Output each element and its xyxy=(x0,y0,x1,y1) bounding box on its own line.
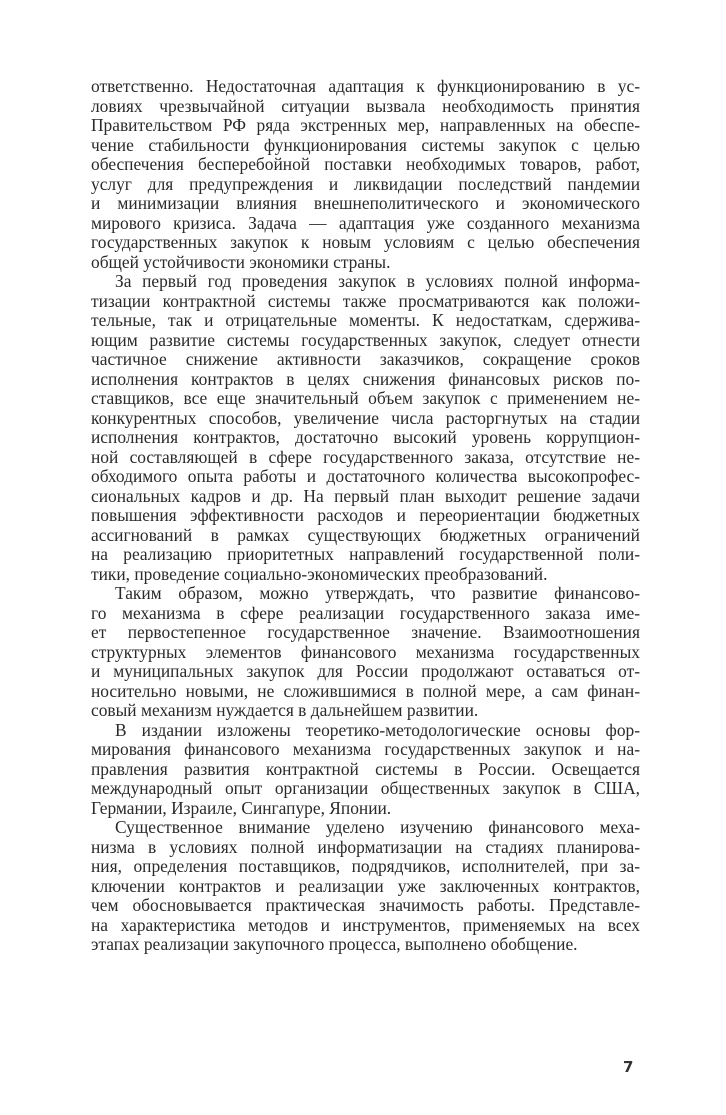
text-line: услуг для предупреждения и ликвидации последствий пандемии xyxy=(91,173,640,194)
page-number: 7 xyxy=(623,1058,634,1076)
text-line: этапах реализации закупочного процесса, выполнено обобщение. xyxy=(91,934,578,954)
text-line: ассигнований в рамках существующих бюджетных ограничений xyxy=(91,524,640,545)
text-line: тики, проведение социально-экономических преобразований. xyxy=(91,563,548,584)
text-line: ставщиков, все еще значительный объем закупок с применением не- xyxy=(91,388,640,408)
text-line: правления развития контрактной системы в России. Освещается xyxy=(91,758,640,779)
paragraph xyxy=(91,272,640,584)
paragraph xyxy=(91,721,640,819)
text-line: ющим развитие системы государственных закупок, следует отнести xyxy=(91,329,640,350)
text-line: конкурентных способов, увеличение числа расторгнутых на стадии xyxy=(91,407,640,428)
text-line: За первый год проведения закупок в условиях полной информа- xyxy=(115,271,640,291)
text-line: частичное снижение активности заказчиков, сокращение сроков xyxy=(91,349,640,369)
text-line: и минимизации влияния внешнеполитического и экономического xyxy=(91,193,640,213)
text-line: носительно новыми, не сложившимися в полной мере, а сам финан- xyxy=(91,680,640,701)
text-line: низма в условиях полной информатизации на стадиях планирова- xyxy=(91,836,640,857)
text-line: Существенное внимание уделено изучению финансового меха- xyxy=(115,817,640,837)
text-line: совый механизм нуждается в дальнейшем развитии. xyxy=(91,700,479,720)
text-line: обеспечения бесперебойной поставки необходимых товаров, работ, xyxy=(91,154,640,174)
text-line: го механизма в сфере реализации государственного заказа име- xyxy=(91,602,640,623)
text-line: на реализацию приоритетных направлений государственной поли- xyxy=(91,544,640,564)
text-line: ет первостепенное государственное значение. Взаимоотношения xyxy=(91,622,640,642)
text-line: государственных закупок к новым условиям с целью обеспечения xyxy=(91,232,640,252)
text-line: Таким образом, можно утверждать, что развитие финансово- xyxy=(115,583,640,603)
paragraph xyxy=(91,584,640,721)
text-line: Германии, Израиле, Сингапуре, Японии. xyxy=(91,797,392,818)
text-line: В издании изложены теоретико-методологические основы фор- xyxy=(115,719,640,740)
text-line: мирового кризиса. Задача — адаптация уже созданного механизма xyxy=(91,212,640,233)
paragraph xyxy=(91,77,640,272)
text-line: исполнения контрактов в целях снижения финансовых рисков по- xyxy=(91,368,640,389)
text-line: ключении контрактов и реализации уже заключенных контрактов, xyxy=(91,875,640,896)
text-line: чение стабильности функционирования системы закупок с целью xyxy=(91,134,640,155)
text-line: международный опыт организации общественных закупок в США, xyxy=(91,778,640,798)
text-line: ной составляющей в сфере государственного заказа, отсутствие не- xyxy=(91,446,640,467)
text-line: ответственно. Недостаточная адаптация к функционированию в ус- xyxy=(91,76,640,96)
body-text xyxy=(91,77,640,955)
text-line: тизации контрактной системы также просматриваются как положи- xyxy=(91,290,640,311)
paragraph xyxy=(91,818,640,955)
text-line: сиональных кадров и др. На первый план выходит решение задачи xyxy=(91,485,640,506)
text-line: чем обосновывается практическая значимость работы. Представле- xyxy=(91,895,640,915)
text-line: и муниципальных закупок для России продолжают оставаться от- xyxy=(91,661,640,681)
text-line: структурных элементов финансового механизма государственных xyxy=(91,641,640,662)
text-line: ния, определения поставщиков, подрядчиков, исполнителей, при за- xyxy=(91,856,640,876)
text-line: тельные, так и отрицательные моменты. К недостаткам, сдержива- xyxy=(91,310,640,330)
text-line: ловиях чрезвычайной ситуации вызвала необходимость принятия xyxy=(91,95,640,116)
text-line: повышения эффективности расходов и переориентации бюджетных xyxy=(91,505,640,525)
text-line: мирования финансового механизма государственных закупок и на- xyxy=(91,739,640,759)
text-line: исполнения контрактов, достаточно высокий уровень коррупцион- xyxy=(91,427,640,447)
text-line: общей устойчивости экономики страны. xyxy=(91,251,391,272)
text-line: Правительством РФ ряда экстренных мер, направленных на обеспе- xyxy=(91,115,640,135)
text-line: обходимого опыта работы и достаточного количества высокопрофес- xyxy=(91,466,640,486)
text-line: на характеристика методов и инструментов, применяемых на всех xyxy=(91,914,640,935)
